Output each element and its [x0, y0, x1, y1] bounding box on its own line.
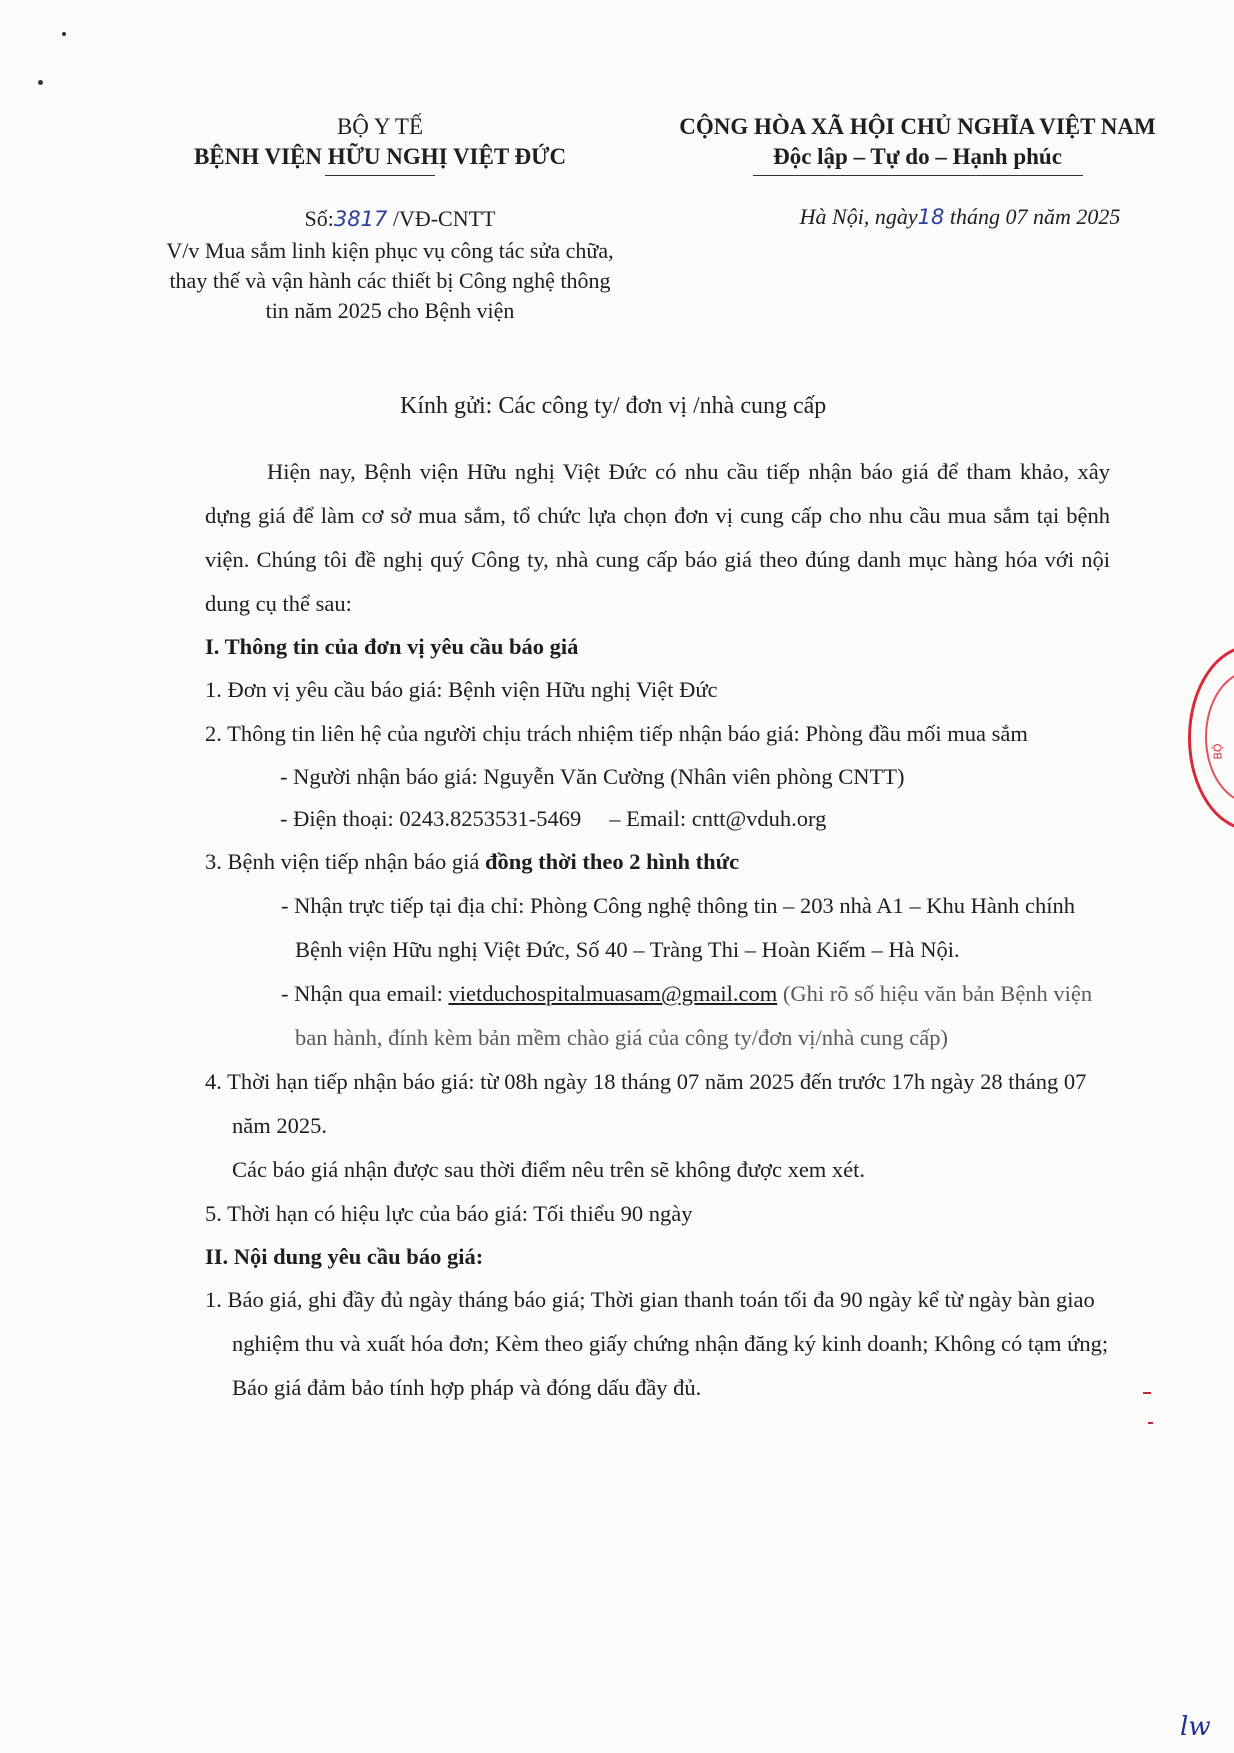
section-1-item-3 — [205, 840, 1110, 884]
email-delivery-line — [205, 972, 1110, 1060]
issue-date — [740, 204, 1180, 230]
number-prefix: Số: — [304, 206, 334, 231]
section-1-title: I. Thông tin của đơn vị yêu cầu báo giá — [205, 634, 579, 659]
stamp-text: BỘ — [1211, 743, 1225, 760]
document-number — [150, 206, 650, 232]
email-link[interactable]: vietduchospitalmuasam@gmail.com — [448, 981, 778, 1006]
deadline-note: Các báo giá nhận được sau thời điểm nêu trên sẽ không được xem xét. — [232, 1157, 866, 1182]
subject-line: V/v Mua sắm linh kiện phục vụ công tác sửa chữa, — [166, 238, 614, 263]
scan-speck — [38, 80, 43, 85]
recipient-line: Kính gửi: Các công ty/ đơn vị /nhà cung cấp — [400, 393, 827, 419]
subject-line: thay thế và vận hành các thiết bị Công nghệ thông — [169, 268, 611, 293]
red-mark — [1148, 1422, 1153, 1424]
letter-body — [205, 450, 1110, 1410]
ministry-name: BỘ Y TẾ — [336, 114, 424, 139]
item-3-prefix: 3. Bệnh viện tiếp nhận báo giá — [205, 849, 485, 874]
phone-text: - Điện thoại: 0243.8253531-5469 — [280, 806, 582, 831]
hospital-name: BỆNH VIỆN HỮU NGHỊ VIỆT ĐỨC — [193, 144, 567, 169]
handwritten-number: 3817 — [333, 207, 388, 231]
republic-title: CỘNG HÒA XÃ HỘI CHỦ NGHĨA VIỆT NAM — [679, 114, 1156, 139]
handwritten-day: 18 — [917, 205, 945, 229]
motto-underline — [753, 175, 1083, 176]
direct-delivery-line: - Nhận trực tiếp tại địa chỉ: Phòng Công nghệ thông tin – 203 nhà A1 – Khu Hành chính Bệnh viện Hữu nghị Việt Đức, Số 40 – Tràng Thi – Hoàn Kiếm – Hà Nội. — [281, 893, 1075, 962]
email-delivery-prefix: - Nhận qua email: — [281, 981, 449, 1006]
subject-block — [110, 236, 670, 326]
handwritten-initials: lw — [1180, 1712, 1211, 1742]
number-suffix: /VĐ-CNTT — [392, 206, 496, 231]
date-suffix: tháng 07 năm 2025 — [944, 204, 1121, 229]
contact-email-text: – Email: cntt@vduh.org — [609, 806, 827, 831]
email-delivery-note: (Ghi rõ số hiệu văn bản Bệnh viện ban hành, đính kèm bản mềm chào giá của công ty/đơn vị/nhà cung cấp) — [295, 981, 1093, 1050]
header-underline — [325, 175, 435, 176]
intro-paragraph: Hiện nay, Bệnh viện Hữu nghị Việt Đức có nhu cầu tiếp nhận báo giá để tham khảo, xây dựng giá để làm cơ sở mua sắm, tổ chức lựa chọn đơn vị cung cấp cho nhu cầu mua sắm tại bệnh viện. Chúng tôi đề nghị quý Công ty, nhà cung cấp báo giá theo đúng danh mục hàng hóa với nội dung cụ thể sau: — [205, 459, 1110, 616]
section-1-item-2: 2. Thông tin liên hệ của người chịu trách nhiệm tiếp nhận báo giá: Phòng đầu mối mua sắm — [205, 721, 1028, 746]
date-prefix: Hà Nội, ngày — [799, 204, 918, 229]
section-1-item-5: 5. Thời hạn có hiệu lực của báo giá: Tối thiểu 90 ngày — [205, 1201, 693, 1226]
red-mark — [1143, 1392, 1151, 1394]
section-1-item-1: 1. Đơn vị yêu cầu báo giá: Bệnh viện Hữu nghị Việt Đức — [205, 677, 718, 702]
motto: Độc lập – Tự do – Hạnh phúc — [773, 144, 1062, 169]
receiver-line: - Người nhận báo giá: Nguyễn Văn Cường (Nhân viên phòng CNTT) — [280, 764, 905, 789]
subject-line: tin năm 2025 cho Bệnh viện — [265, 298, 515, 323]
section-2-title: II. Nội dung yêu cầu báo giá: — [205, 1244, 484, 1269]
section-1-item-4: 4. Thời hạn tiếp nhận báo giá: từ 08h ngày 18 tháng 07 năm 2025 đến trước 17h ngày 28 tháng 07 năm 2025. — [205, 1069, 1087, 1138]
item-3-emphasis: đồng thời theo 2 hình thức — [484, 849, 740, 874]
issuer-block — [150, 112, 610, 176]
contact-line — [205, 798, 1110, 840]
scan-speck — [62, 32, 66, 36]
section-2-item-1: 1. Báo giá, ghi đầy đủ ngày tháng báo giá; Thời gian thanh toán tối đa 90 ngày kể từ ngày bàn giao nghiệm thu và xuất hóa đơn; Kèm theo giấy chứng nhận đăng ký kinh doanh; Không có tạm ứng; Báo giá đảm bảo tính hợp pháp và đóng dấu đầy đủ. — [205, 1287, 1109, 1400]
national-title-block — [655, 112, 1180, 176]
